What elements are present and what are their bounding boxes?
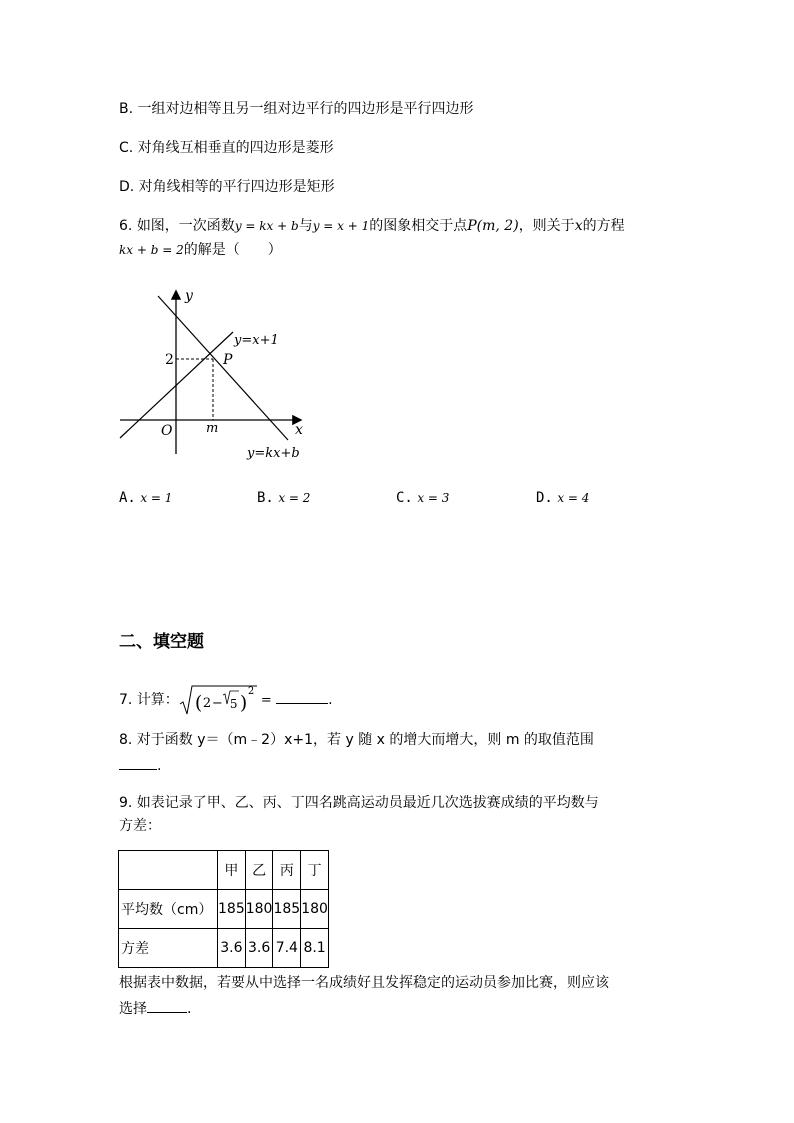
q8-line2 xyxy=(119,755,161,776)
q6-text6: 的解是（ ） xyxy=(183,242,282,258)
table-row xyxy=(119,890,329,929)
q7-answer-blank[interactable] xyxy=(276,689,328,704)
sqrt-expression: ( 2 − 5 ) 2 xyxy=(179,684,259,716)
q7 xyxy=(119,684,333,717)
line1-label: y=x+1 xyxy=(234,333,279,348)
option-letter: B. xyxy=(257,490,274,506)
section-title: 二、填空题 xyxy=(119,632,204,652)
option-value: x = 2 xyxy=(278,491,311,505)
scores-table xyxy=(118,850,329,968)
q7-number: 7. xyxy=(119,692,133,708)
q6-option-c xyxy=(396,490,449,506)
q8-line1: 8. 对于函数 y＝（m﹣2）x+1，若 y 随 x 的增大而增大，则 m 的取值范围 xyxy=(119,732,594,748)
option-letter: A. xyxy=(119,490,136,506)
table-cell: 甲 xyxy=(218,851,246,890)
q9-line4 xyxy=(119,998,191,1019)
q6-x-var: x xyxy=(574,218,583,234)
q7-five: 5 xyxy=(229,697,238,711)
table-cell: 丙 xyxy=(273,851,301,890)
option-value: x = 4 xyxy=(557,491,590,505)
q6-option-b xyxy=(257,490,310,506)
q9-choose: 选择 xyxy=(119,1001,147,1017)
table-cell: 185 xyxy=(218,890,246,929)
q6-text3: 的图象相交于点 xyxy=(369,218,468,234)
table-cell: 乙 xyxy=(245,851,273,890)
q6-stem-line1 xyxy=(119,216,625,236)
q6-point: P(m, 2) xyxy=(467,218,519,234)
q9-line3: 根据表中数据，若要从中选择一名成绩好且发挥稳定的运动员参加比赛，则应该 xyxy=(119,975,609,991)
q6-option-a xyxy=(119,490,172,506)
y-axis-label: y xyxy=(185,288,193,304)
q6-text2: 与 xyxy=(298,218,313,234)
option-letter: D. xyxy=(536,490,553,506)
point-label: P xyxy=(223,352,233,368)
table-cell: 平均数（cm） xyxy=(119,890,218,929)
q6-func1: y = kx + b xyxy=(234,219,299,233)
choice-b: B. 一组对边相等且另一组对边平行的四边形是平行四边形 xyxy=(119,101,474,117)
q7-end: . xyxy=(328,692,333,708)
table-cell: 180 xyxy=(245,890,273,929)
y-tick-label: 2 xyxy=(165,352,174,368)
x-axis-label: x xyxy=(295,422,303,438)
q6-text1: 如图，一次函数 xyxy=(136,218,235,234)
q9-answer-blank[interactable] xyxy=(147,998,187,1013)
q6-text4: ，则关于 xyxy=(518,218,575,234)
q9-line2: 方差： xyxy=(119,818,161,834)
table-header-row xyxy=(119,851,329,890)
table-cell: 8.1 xyxy=(301,929,329,968)
x-tick-label: m xyxy=(206,421,219,436)
table-cell: 185 xyxy=(273,890,301,929)
q6-graph xyxy=(110,282,320,472)
origin-label: O xyxy=(161,423,173,439)
q7-two: 2 xyxy=(202,696,212,711)
option-value: x = 3 xyxy=(417,491,450,505)
table-cell: 180 xyxy=(301,890,329,929)
table-cell: 7.4 xyxy=(273,929,301,968)
table-cell: 3.6 xyxy=(245,929,273,968)
q6-equation: kx + b = 2 xyxy=(119,243,184,257)
q6-stem-line2 xyxy=(119,240,282,260)
table-cell: 方差 xyxy=(119,929,218,968)
table-cell xyxy=(119,851,218,890)
option-letter: C. xyxy=(396,490,413,506)
q6-option-d xyxy=(536,490,589,506)
q6-text5: 的方程 xyxy=(582,218,625,234)
table-row xyxy=(119,929,329,968)
q6-func2: y = x + 1 xyxy=(312,219,370,233)
line-y-equals-kx-plus-b xyxy=(158,296,288,440)
q9-end: . xyxy=(187,1001,192,1017)
table-cell: 3.6 xyxy=(218,929,246,968)
q6-number: 6. xyxy=(119,218,133,234)
q7-text: 计算： xyxy=(136,692,179,708)
line2-label: y=kx+b xyxy=(247,446,300,461)
option-value: x = 1 xyxy=(140,491,173,505)
q7-exponent: 2 xyxy=(247,686,255,697)
table-cell: 丁 xyxy=(301,851,329,890)
choice-c: C. 对角线互相垂直的四边形是菱形 xyxy=(119,140,334,156)
q9-line1: 9. 如表记录了甲、乙、丙、丁四名跳高运动员最近几次选拔赛成绩的平均数与 xyxy=(119,795,599,811)
q7-equals: = xyxy=(260,693,272,708)
choice-d: D. 对角线相等的平行四边形是矩形 xyxy=(119,179,335,195)
q8-end: . xyxy=(157,758,162,774)
q7-minus: − xyxy=(211,696,223,711)
q8-answer-blank[interactable] xyxy=(119,755,157,770)
